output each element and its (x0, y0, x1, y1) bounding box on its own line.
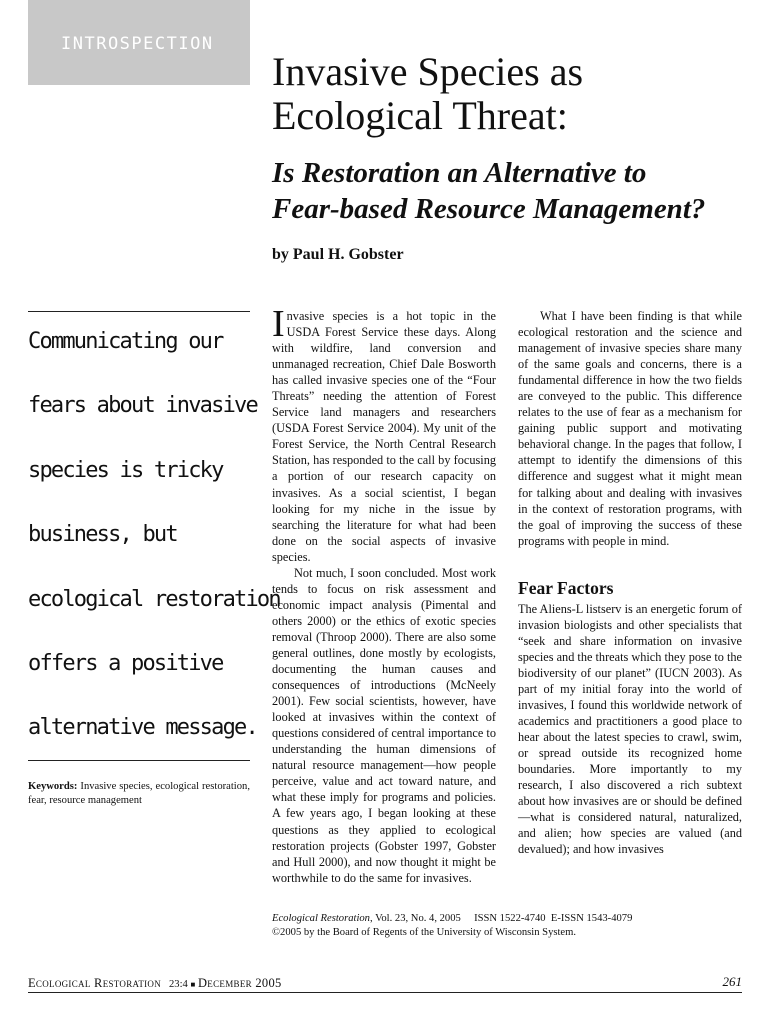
section-heading: Fear Factors (518, 577, 614, 598)
citation-journal: Ecological Restoration (272, 913, 370, 924)
body-paragraph (272, 303, 496, 565)
pullquote-line: Communicating our (28, 329, 223, 354)
footer-date: December 2005 (197, 976, 282, 990)
pullquote-line: fears about invasive (28, 393, 257, 419)
pullquote-bottom-rule (28, 760, 250, 761)
keywords-label: Keywords: (28, 781, 78, 792)
body-paragraph: The Aliens-L listserv is an energetic forum of invasion biologists and other specialists that “seek and share information on invasive species and the threats which they pose to the biodiversity of our planet” (IUCN 2003). As part of my initial foray into the world of invasives, I found this worldwide network of academics and practitioners a good place to hear about the latest species to crawl, swim, or spread outside its recognized home boundaries. More importantly to my research, I also discovered a rich subtext about how invasives are or should be defined—what is considered natural, naturalized, and alien; how species are valued (and devalued); and how invasives (518, 601, 743, 857)
pullquote-top-rule (28, 311, 250, 312)
drop-cap: I (272, 303, 285, 345)
page-footer (28, 976, 742, 991)
pullquote-line: ecological restoration (28, 586, 280, 612)
footer-rule (28, 992, 742, 993)
body-column-2 (518, 308, 742, 857)
section-tab-label: INTROSPECTION (61, 34, 214, 54)
body-paragraph: What I have been finding is that while ecological restoration and the science and management of invasive species share many of the same goals and concerns, there is a fundamental difference in how the two fields are conveyed to the public. This difference relates to the use of fear as a mechanism for gaining public support and motivating behavioral change. In the pages that follow, I attempt to identify the dimensions of this difference and suggest what it might mean for talking about and dealing with invasives in the context of restoration programs, with the goal of improving the success of these programs with people in mind. (518, 309, 742, 548)
title-line: Ecological Threat: (272, 93, 568, 138)
keywords (28, 780, 250, 807)
pullquote (28, 324, 280, 775)
title-line: Invasive Species as (272, 49, 584, 94)
pullquote-line: offers a positive (28, 650, 223, 676)
body-paragraph: Not much, I soon concluded. Most work tends to focus on risk assessment and economic impact analysis (Pimental and others 2000) or the ethics of exotic species removal (Throop 2000). There are also some general outlines, done mostly by ecologists, documenting the human causes and consequences of introductions (McNeely 2001). Few social scientists, however, have looked at invasives within the context of questions considered of central importance to understanding the human dimensions of natural resource management—how people perceive, value and act toward nature, and what these imply for programs and policies. A few years ago, I began looking at these questions as they applied to ecological restoration projects (Gobster 1997, Gobster and Hull 2000), and now thought it might be worthwhile to do the same for invasives. (272, 565, 496, 885)
pullquote-line: business, but (28, 522, 177, 548)
pullquote-line: species is tricky (28, 457, 223, 483)
subtitle-line: Is Restoration an Alternative to (272, 157, 647, 189)
pullquote-line: alternative message. (28, 715, 257, 741)
keywords-text: Invasive species, ecological restoration, fear, resource management (28, 781, 250, 806)
body-column-1 (272, 303, 496, 886)
citation-block (272, 912, 632, 939)
subtitle-line: Fear-based Resource Management? (272, 193, 706, 225)
citation-details: , Vol. 23, No. 4, 2005 ISSN 1522-4740 E-ISSN 1543-4079 (369, 913, 633, 924)
byline: by Paul H. Gobster (272, 246, 404, 263)
citation-copyright: ©2005 by the Board of Regents of the University of Wisconsin System. (272, 926, 577, 938)
section-tab (28, 0, 250, 85)
footer-separator: ■ (190, 980, 196, 989)
footer-issue: 23:4 (168, 979, 188, 990)
article-title (272, 50, 742, 138)
footer-journal: Ecological Restoration (28, 976, 162, 990)
page-number: 261 (722, 974, 742, 989)
paragraph-text: nvasive species is a hot topic in the USDA Forest Service these days. Along with wildfire, land conversion and unmanaged recreation, Chief Dale Bosworth has called invasive species one of the “Four Threats” needing the attention of Forest Service land managers and researchers (USDA Forest Service 2004). My unit of the Forest Service, the North Central Research Station, has responded to the call by focusing a portion of our research capacity on invasives. As a social scientist, I began looking for my niche in the issue by searching the literature for what had been done on the social aspects of invasive species. (272, 309, 496, 564)
article-subtitle (272, 155, 742, 227)
